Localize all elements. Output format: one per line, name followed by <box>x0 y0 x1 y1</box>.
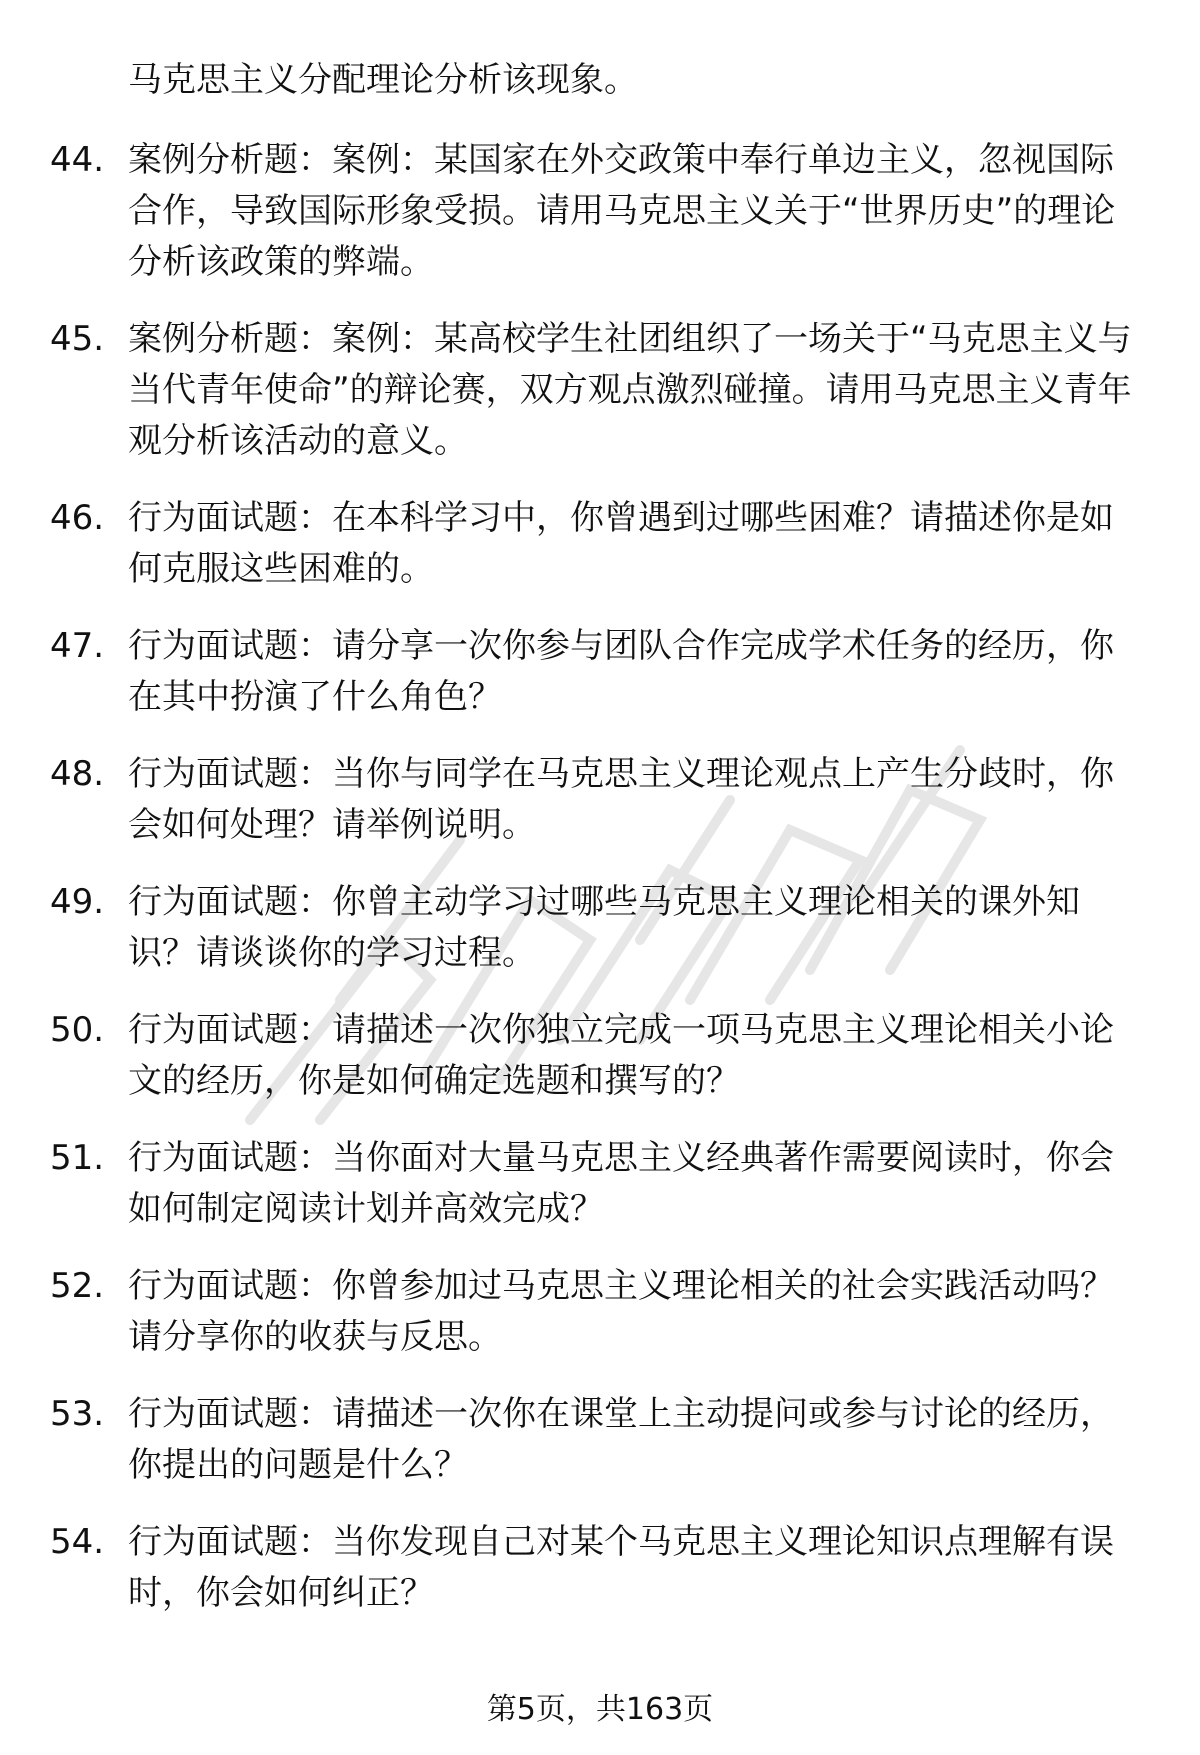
list-item <box>50 135 1140 288</box>
question-text: 行为面试题：当你与同学在马克思主义理论观点上产生分歧时，你会如何处理？请举例说明。 <box>128 754 1114 845</box>
question-text: 行为面试题：请描述一次你在课堂上主动提问或参与讨论的经历，你提出的问题是什么？ <box>128 1394 1114 1485</box>
question-text: 行为面试题：你曾参加过马克思主义理论相关的社会实践活动吗？请分享你的收获与反思。 <box>128 1266 1114 1357</box>
question-text: 案例分析题：案例：某国家在外交政策中奉行单边主义，忽视国际合作，导致国际形象受损。请用马克思主义关于“世界历史”的理论分析该政策的弊端。 <box>128 140 1116 282</box>
list-item <box>50 1389 1140 1491</box>
question-text: 行为面试题：请描述一次你独立完成一项马克思主义理论相关小论文的经历，你是如何确定选题和撰写的？ <box>128 1010 1114 1101</box>
question-number: 50. <box>50 1010 105 1050</box>
question-number: 45. <box>50 319 105 359</box>
question-number: 46. <box>50 498 105 538</box>
question-number: 53. <box>50 1394 105 1434</box>
question-list <box>50 135 1140 1645</box>
question-number: 49. <box>50 882 105 922</box>
list-item <box>50 749 1140 851</box>
list-item <box>50 621 1140 723</box>
question-number: 52. <box>50 1266 105 1306</box>
question-text: 案例分析题：案例：某高校学生社团组织了一场关于“马克思主义与当代青年使命”的辩论赛，双方观点激烈碰撞。请用马克思主义青年观分析该活动的意义。 <box>128 319 1132 461</box>
question-number: 51. <box>50 1138 105 1178</box>
question-text: 行为面试题：当你发现自己对某个马克思主义理论知识点理解有误时，你会如何纠正？ <box>128 1522 1114 1613</box>
list-item <box>50 314 1140 467</box>
question-number: 48. <box>50 754 105 794</box>
list-item <box>50 1517 1140 1619</box>
list-item <box>50 877 1140 979</box>
list-item <box>50 1005 1140 1107</box>
question-number: 44. <box>50 140 105 180</box>
page-footer: 第5页，共163页 <box>486 1692 714 1727</box>
question-text: 行为面试题：当你面对大量马克思主义经典著作需要阅读时，你会如何制定阅读计划并高效完成？ <box>128 1138 1114 1229</box>
list-item <box>50 493 1140 595</box>
continued-paragraph: 马克思主义分配理论分析该现象。 <box>128 60 638 100</box>
question-text: 行为面试题：你曾主动学习过哪些马克思主义理论相关的课外知识？请谈谈你的学习过程。 <box>128 882 1080 973</box>
list-item <box>50 1261 1140 1363</box>
list-item <box>50 1133 1140 1235</box>
question-text: 行为面试题：请分享一次你参与团队合作完成学术任务的经历，你在其中扮演了什么角色？ <box>128 626 1114 717</box>
question-text: 行为面试题：在本科学习中，你曾遇到过哪些困难？请描述你是如何克服这些困难的。 <box>128 498 1114 589</box>
question-number: 54. <box>50 1522 105 1562</box>
question-number: 47. <box>50 626 105 666</box>
